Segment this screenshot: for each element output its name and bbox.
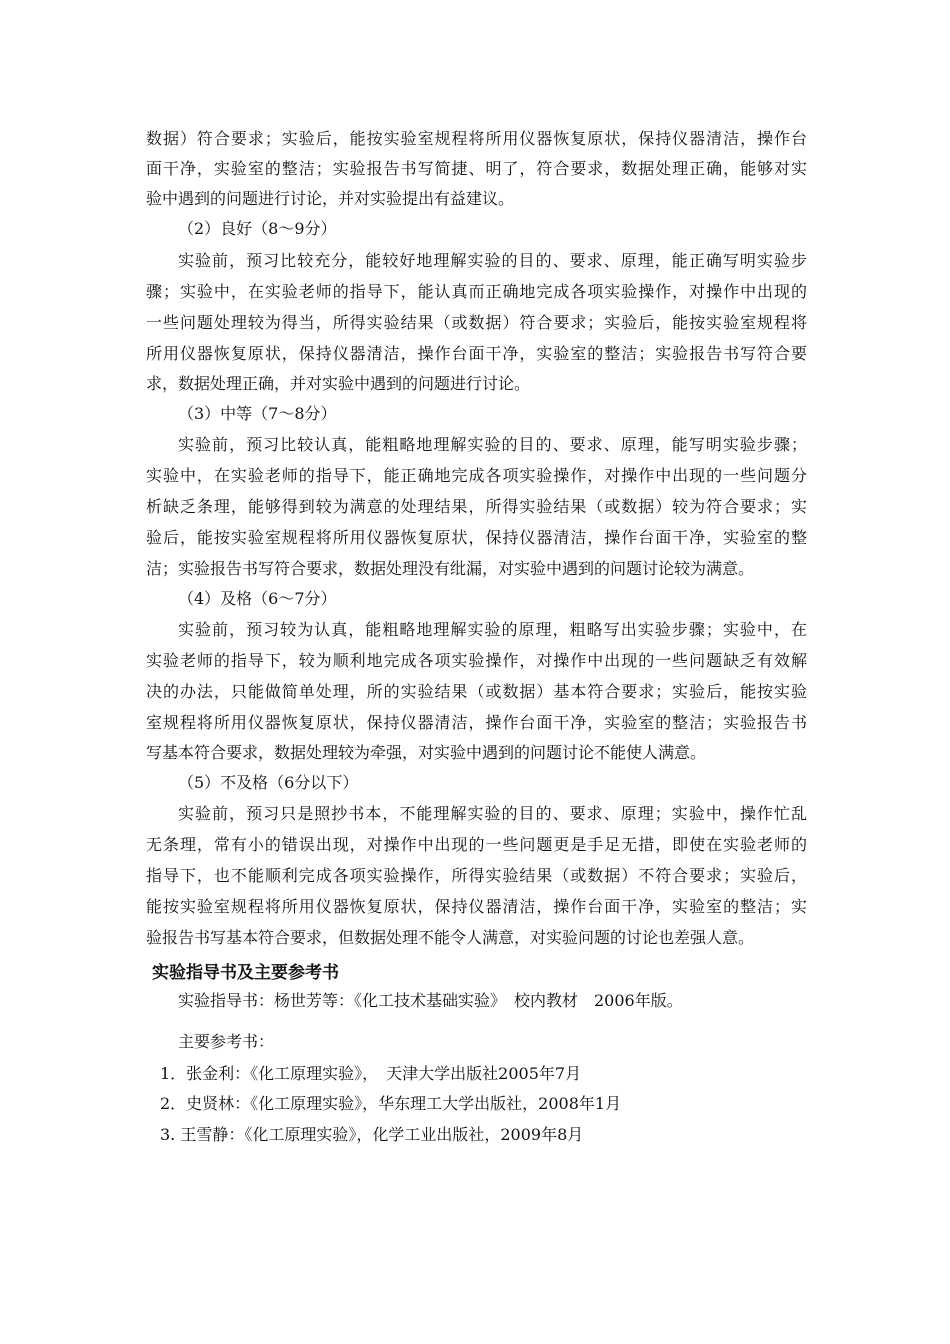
- grade-heading-pass: （4）及格（6～7分）: [178, 589, 337, 608]
- paragraph-line: 写基本符合要求，数据处理较为牵强，对实验中遇到的问题讨论不能使人满意。: [146, 743, 707, 762]
- paragraph-line: 一些问题处理较为得当，所得实验结果（或数据）符合要求；实验后，能按实验室规程将: [146, 313, 807, 332]
- paragraph-line: 决的办法，只能做简单处理，所的实验结果（或数据）基本符合要求；实验后，能按实验: [146, 682, 807, 701]
- reference-item: 3. 王雪静：《化工原理实验》，化学工业出版社，2009年8月: [160, 1125, 584, 1144]
- lab-guide-line: 实验指导书：杨世芳等：《化工技术基础实验》 校内教材 2006年版。: [178, 991, 683, 1010]
- grade-heading-medium: （3）中等（7～8分）: [178, 404, 337, 423]
- paragraph-line: 验后，能按实验室规程将所用仪器恢复原状，保持仪器清洁，操作台面干净，实验室的整: [146, 528, 807, 547]
- paragraph-line: 所用仪器恢复原状，保持仪器清洁，操作台面干净，实验室的整洁；实验报告书写符合要: [146, 344, 807, 363]
- paragraph-line: 实验前，预习比较充分，能较好地理解实验的目的、要求、原理，能正确写明实验步: [178, 251, 807, 270]
- paragraph-line: 求，数据处理正确，并对实验中遇到的问题进行讨论。: [146, 374, 531, 393]
- grade-heading-fail: （5）不及格（6分以下）: [178, 773, 359, 792]
- reference-item: 1．张金利：《化工原理实验》， 天津大学出版社2005年7月: [160, 1064, 582, 1083]
- paragraph-line: 面干净，实验室的整洁；实验报告书写简捷、明了，符合要求，数据处理正确，能够对实: [146, 159, 807, 178]
- paragraph-line: 析缺乏条理，能够得到较为满意的处理结果，所得实验结果（或数据）较为符合要求；实: [146, 497, 807, 516]
- paragraph-line: 实验前，预习只是照抄书本，不能理解实验的目的、要求、原理；实验中，操作忙乱: [178, 804, 807, 823]
- paragraph-line: 指导下，也不能顺利完成各项实验操作，所得实验结果（或数据）不符合要求；实验后，: [146, 866, 807, 885]
- paragraph-line: 能按实验室规程将所用仪器恢复原状，保持仪器清洁，操作台面干净，实验室的整洁；实: [146, 897, 807, 916]
- paragraph-line: 实验前，预习较为认真，能粗略地理解实验的原理，粗略写出实验步骤；实验中，在: [178, 620, 807, 639]
- references-label: 主要参考书：: [178, 1032, 275, 1051]
- paragraph-line: 无条理，常有小的错误出现，对操作中出现的一些问题更是手足无措，即使在实验老师的: [146, 835, 807, 854]
- grade-heading-good: （2）良好（8～9分）: [178, 219, 337, 238]
- paragraph-line: 洁；实验报告书写符合要求，数据处理没有纰漏，对实验中遇到的问题讨论较为满意。: [146, 559, 755, 578]
- paragraph-line: 数据）符合要求；实验后，能按实验室规程将所用仪器恢复原状，保持仪器清洁，操作台: [146, 129, 807, 148]
- paragraph-line: 骤；实验中，在实验老师的指导下，能认真而正确地完成各项实验操作，对操作中出现的: [146, 282, 807, 301]
- paragraph-line: 室规程将所用仪器恢复原状，保持仪器清洁，操作台面干净，实验室的整洁；实验报告书: [146, 713, 807, 732]
- paragraph-line: 验中遇到的问题进行讨论，并对实验提出有益建议。: [146, 189, 515, 208]
- paragraph-line: 实验老师的指导下，较为顺利地完成各项实验操作，对操作中出现的一些问题缺乏有效解: [146, 651, 807, 670]
- paragraph-line: 实验前，预习比较认真，能粗略地理解实验的目的、要求、原理，能写明实验步骤；: [178, 435, 807, 454]
- paragraph-line: 实验中，在实验老师的指导下，能正确地完成各项实验操作，对操作中出现的一些问题分: [146, 466, 807, 485]
- section-title: 实验指导书及主要参考书: [152, 963, 339, 983]
- reference-item: 2．史贤林：《化工原理实验》，华东理工大学出版社，2008年1月: [160, 1094, 622, 1113]
- paragraph-line: 验报告书写基本符合要求，但数据处理不能令人满意，对实验问题的讨论也差强人意。: [146, 928, 755, 947]
